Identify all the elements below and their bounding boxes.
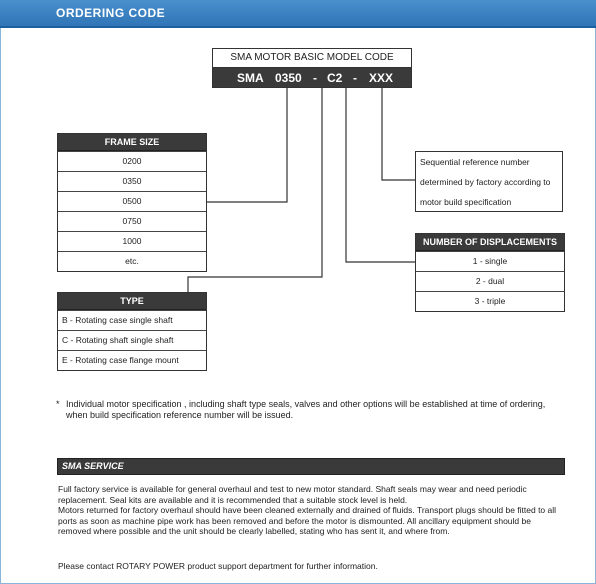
displacements-table xyxy=(415,233,565,312)
service-title: SMA SERVICE xyxy=(62,461,124,471)
code-prefix: SMA xyxy=(237,71,264,85)
table-row: 0500 xyxy=(58,191,206,211)
table-row: 0750 xyxy=(58,211,206,231)
service-paragraph: Full factory service is available for general overhaul and test to new motor standard. Shaft seals may wear and need periodic replacement. Seal kits are available and it is recommended that a suitable stock level is held. xyxy=(58,484,527,505)
specification-note xyxy=(56,399,566,421)
code-dash-2: - xyxy=(353,71,357,85)
table-row: 1 - single xyxy=(416,251,564,271)
displacements-header: NUMBER OF DISPLACEMENTS xyxy=(416,234,564,251)
connector-displacements xyxy=(346,88,415,262)
service-description xyxy=(58,484,564,537)
table-row: 0350 xyxy=(58,171,206,191)
code-ref: XXX xyxy=(369,71,394,85)
note-asterisk: * xyxy=(56,399,60,409)
connector-sequential xyxy=(382,88,415,180)
table-row: 2 - dual xyxy=(416,271,564,291)
sequential-reference-box xyxy=(415,151,563,212)
service-paragraph: Motors returned for factory overhaul should have been cleaned externally and drained of fluids. Transport plugs should be fitted to all ports as soon as machine pipe work has been removed and before the motor is dismounted. All ancillary equipment should be removed where possible and the unit should be clearly labelled, stating who has sent it, and where from. xyxy=(58,505,557,536)
model-code-title: SMA MOTOR BASIC MODEL CODE xyxy=(213,49,411,68)
table-row: 0200 xyxy=(58,151,206,171)
frame-size-table xyxy=(57,133,207,272)
code-frame: 0350 xyxy=(275,71,302,85)
table-row: C - Rotating shaft single shaft xyxy=(58,330,206,350)
code-dash-1: - xyxy=(313,71,317,85)
sequential-line: motor build specification xyxy=(420,197,512,207)
connector-type xyxy=(188,88,322,292)
type-header: TYPE xyxy=(58,293,206,310)
table-row: 3 - triple xyxy=(416,291,564,311)
table-row: B - Rotating case single shaft xyxy=(58,310,206,330)
model-code-value xyxy=(213,68,411,87)
code-type: C2 xyxy=(327,71,343,85)
section-title: ORDERING CODE xyxy=(56,6,166,20)
note-text: Individual motor specification , including shaft type seals, valves and other options will be established at time of ordering, when build specification reference number will be issued. xyxy=(66,399,546,420)
sequential-line: Sequential reference number xyxy=(420,157,530,167)
service-contact: Please contact ROTARY POWER product support department for further information. xyxy=(58,561,378,571)
service-header xyxy=(57,458,565,475)
frame-size-header: FRAME SIZE xyxy=(58,134,206,151)
type-table xyxy=(57,292,207,371)
table-row: E - Rotating case flange mount xyxy=(58,350,206,370)
table-row: 1000 xyxy=(58,231,206,251)
sequential-line: determined by factory according to xyxy=(420,177,551,187)
table-row: etc. xyxy=(58,251,206,271)
connector-frame xyxy=(207,88,287,202)
model-code-box xyxy=(212,48,412,88)
